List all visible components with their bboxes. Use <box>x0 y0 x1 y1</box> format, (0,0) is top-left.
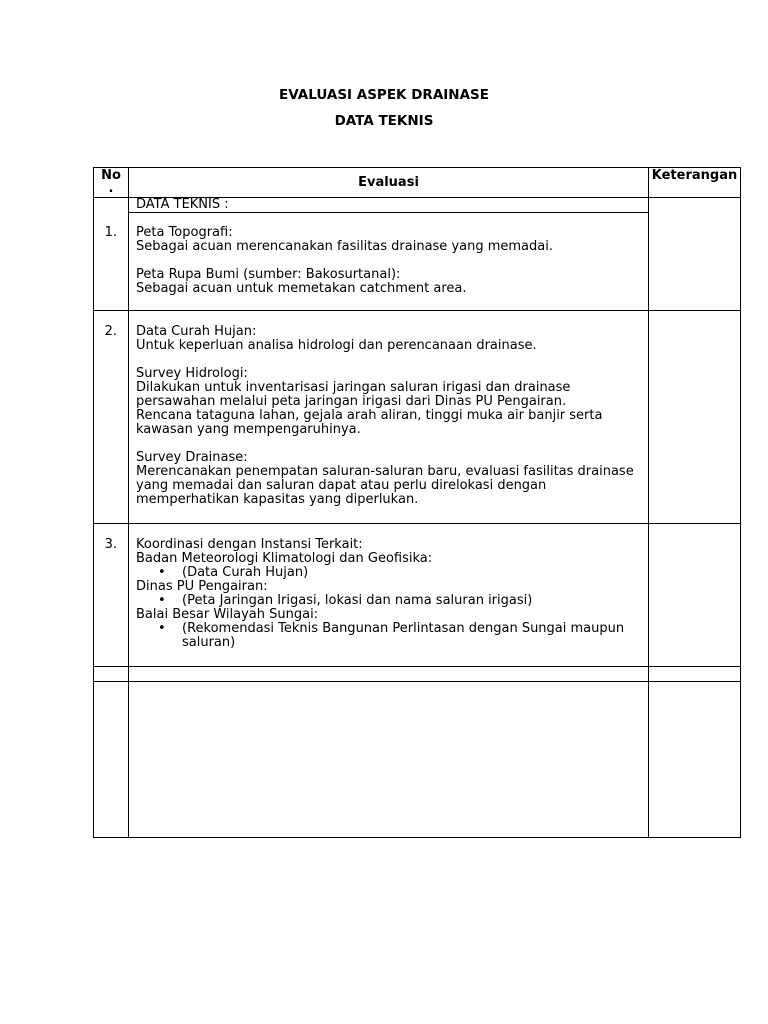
list-item: • (Data Curah Hujan) <box>158 565 309 580</box>
table-header-row <box>94 168 741 198</box>
item-text: Rencana tataguna lahan, gejala arah aliran, tinggi muka air banjir serta <box>136 408 603 423</box>
list-item-continuation: saluran) <box>182 635 236 650</box>
item-title: Peta Rupa Bumi (sumber: Bakosurtanal): <box>136 267 401 282</box>
table-row <box>94 524 741 667</box>
agency-name: Balai Besar Wilayah Sungai: <box>136 607 319 622</box>
item-text: persawahan melalui peta jaringan irigasi dari Dinas PU Pengairan. <box>136 394 567 409</box>
table-row-empty <box>94 667 741 682</box>
row-number: 3. <box>94 524 129 667</box>
item-title: Survey Drainase: <box>136 450 248 465</box>
table-row <box>94 311 741 524</box>
item-text: Dilakukan untuk inventarisasi jaringan saluran irigasi dan drainase <box>136 380 571 395</box>
list-item: • (Rekomendasi Teknis Bangunan Perlintasan dengan Sungai maupun <box>158 621 625 636</box>
item-text: memperhatikan kapasitas yang diperlukan. <box>136 492 419 507</box>
item-text: Sebagai acuan merencanakan fasilitas drainase yang memadai. <box>136 239 553 254</box>
header-keterangan: Keterangan <box>649 168 741 198</box>
bullet-icon: • <box>158 593 166 608</box>
table-row-empty <box>94 682 741 838</box>
keterangan-cell <box>649 311 741 524</box>
header-evaluasi: Evaluasi <box>129 168 649 198</box>
keterangan-cell <box>649 198 741 311</box>
item-text: Untuk keperluan analisa hidrologi dan perencanaan drainase. <box>136 338 537 353</box>
section-heading: DATA TEKNIS : <box>129 198 649 213</box>
agency-name: Badan Meteorologi Klimatologi dan Geofisika: <box>136 551 433 566</box>
item-title: Data Curah Hujan: <box>136 324 257 339</box>
section-heading: Koordinasi dengan Instansi Terkait: <box>136 537 363 552</box>
item-title: Survey Hidrologi: <box>136 366 248 381</box>
item-text: kawasan yang mempengaruhinya. <box>136 422 361 437</box>
agency-name: Dinas PU Pengairan: <box>136 579 268 594</box>
bullet-icon: • <box>158 621 166 636</box>
document-title: EVALUASI ASPEK DRAINASE <box>279 87 489 103</box>
evaluation-cell <box>129 213 649 311</box>
item-text: Merencanakan penempatan saluran-saluran baru, evaluasi fasilitas drainase <box>136 464 634 479</box>
evaluation-table <box>93 167 741 838</box>
item-text: Sebagai acuan untuk memetakan catchment area. <box>136 281 467 296</box>
row-number: 2. <box>94 311 129 524</box>
evaluation-cell <box>129 311 649 524</box>
evaluation-cell <box>129 524 649 667</box>
list-item: • (Peta Jaringan Irigasi, lokasi dan nama saluran irigasi) <box>158 593 533 608</box>
bullet-icon: • <box>158 565 166 580</box>
header-no: No . <box>94 168 129 198</box>
table-row <box>94 198 741 213</box>
table-row <box>94 213 741 311</box>
row-number: 1. <box>94 198 129 311</box>
item-text: yang memadai dan saluran dapat atau perlu direlokasi dengan <box>136 478 547 493</box>
document-subtitle: DATA TEKNIS <box>334 113 434 129</box>
keterangan-cell <box>649 524 741 667</box>
item-title: Peta Topografi: <box>136 225 233 240</box>
